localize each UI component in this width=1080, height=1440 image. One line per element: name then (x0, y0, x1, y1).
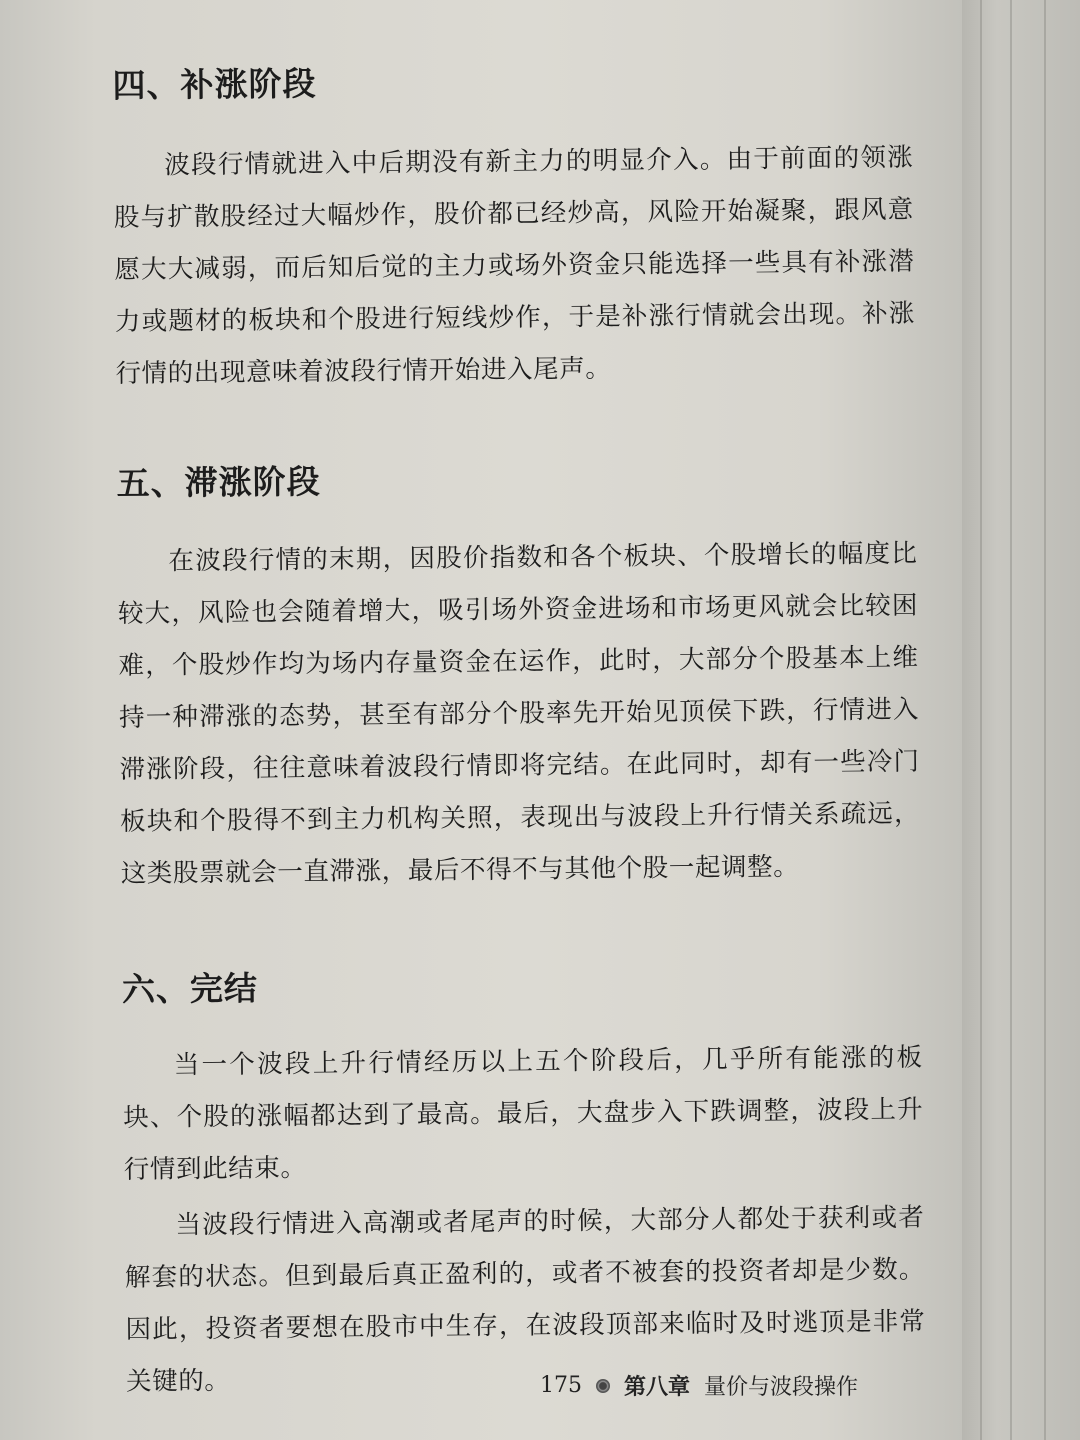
edge-line (1010, 0, 1012, 1440)
page-stack-edge (962, 0, 1080, 1440)
section-heading-4: 四、补涨阶段 (112, 63, 317, 105)
section-4-paragraph: 波段行情就进入中后期没有新主力的明显介入。由于前面的领涨股与扩散股经过大幅炒作，股价都已经炒高，风险开始凝聚，跟风意愿大大减弱，而后知后觉的主力或场外资金只能选择一些具有补涨潜力或题材的板块和个股进行短线炒作，于是补涨行情就会出现。补涨行情的出现意味着波段行情开始进入尾声。 (113, 142, 916, 389)
chapter-label: 第八章 (624, 1375, 691, 1400)
page-number: 175 (540, 1373, 582, 1398)
section-6-paragraph-1: 当一个波段上升行情经历以上五个阶段后，几乎所有能涨的板块、个股的涨幅都达到了最高。最后，大盘步入下跌调整，波段上升行情到此结束。 (123, 1042, 924, 1185)
edge-line (1044, 0, 1046, 1440)
section-heading-5: 五、滞涨阶段 (116, 461, 321, 503)
section-6-paragraph-2: 当波段行情进入高潮或者尾声的时候，大部分人都处于获利或者解套的状态。但到最后真正盈利的，或者不被套的投资者却是少数。因此，投资者要想在股市中生存，在波段顶部来临时及时逃顶是非常关键的。 (124, 1202, 926, 1397)
section-5-paragraph: 在波段行情的末期，因股价指数和各个板块、个股增长的幅度比较大，风险也会随着增大，吸引场外资金进场和市场更风就会比较困难，个股炒作均为场内存量资金在运作，此时，大部分个股基本上维持一种滞涨的态势，甚至有部分个股率先开始见顶侯下跌，行情进入滞涨阶段，往往意味着波段行情即将完结。在此同时，却有一些冷门板块和个股得不到主力机构关照，表现出与波段上升行情关系疏远，这类股票就会一直滞涨，最后不得不与其他个股一起调整。 (117, 538, 921, 889)
page-footer (540, 1370, 858, 1401)
chapter-title: 量价与波段操作 (704, 1375, 859, 1400)
edge-line (980, 0, 982, 1440)
bullet-dot-icon (596, 1379, 610, 1393)
section-heading-6: 六、完结 (121, 968, 259, 1009)
